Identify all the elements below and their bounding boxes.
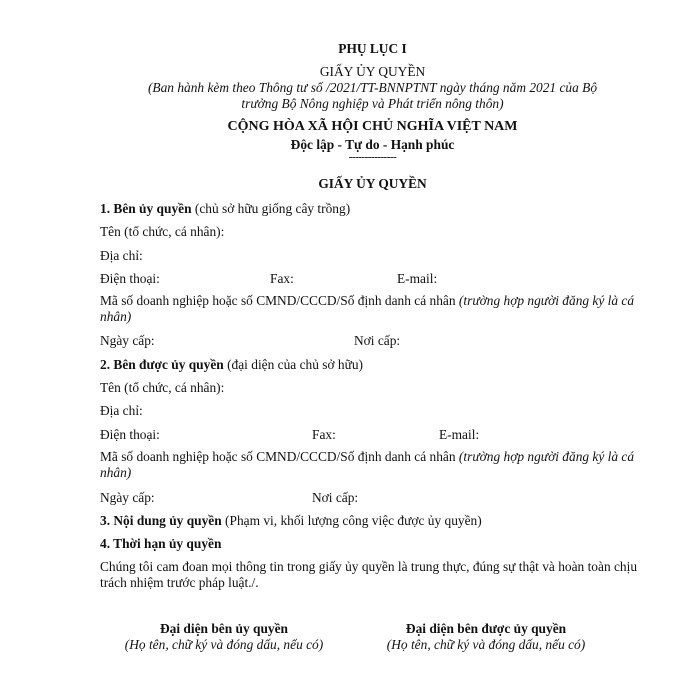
motto: Độc lập - Tự do - Hạnh phúc xyxy=(290,137,455,152)
scope-heading: 3. Nội dung ủy quyền xyxy=(100,513,222,528)
agent-id-note: (trường hợp người đăng ký là cá nhân) xyxy=(100,449,635,480)
agent-address-label: Địa chỉ: xyxy=(100,403,143,418)
principal-section-heading xyxy=(100,201,645,217)
appendix-label: PHỤ LỤC I xyxy=(338,41,407,56)
issued-note-line1: (Ban hành kèm theo Thông tư số /2021/TT-BNNPTNT ngày tháng năm 2021 của Bộ xyxy=(147,80,598,95)
principal-id-label: Mã số doanh nghiệp hoặc số CMND/CCCD/Số định danh cá nhân xyxy=(100,293,456,308)
commitment-text: Chúng tôi cam đoan mọi thông tin trong giấy ủy quyền là trung thực, đúng sự thật và hoàn toàn chịu trách nhiệm trước pháp luật./. xyxy=(100,559,638,590)
scope-section-heading xyxy=(100,513,645,529)
principal-phone-label: Điện thoại: xyxy=(100,271,160,286)
agent-issue-date-label: Ngày cấp: xyxy=(100,490,155,505)
principal-fax-label: Fax: xyxy=(270,271,294,286)
principal-id-note: (trường hợp người đăng ký là cá nhân) xyxy=(100,293,635,324)
principal-id-block xyxy=(100,293,645,325)
principal-email-label: E-mail: xyxy=(397,271,438,286)
agent-issue-place-label: Nơi cấp: xyxy=(312,490,359,505)
principal-address-label: Địa chỉ: xyxy=(100,248,143,263)
principal-issue-date-label: Ngày cấp: xyxy=(100,333,155,348)
right-signature-note: (Họ tên, chữ ký và đóng dấu, nếu có) xyxy=(386,637,586,652)
agent-name-label: Tên (tổ chức, cá nhân): xyxy=(100,380,225,395)
scope-heading-note: (Phạm vi, khối lượng công việc được ủy quyền) xyxy=(221,513,482,528)
agent-fax-label: Fax: xyxy=(312,427,336,442)
agent-email-label: E-mail: xyxy=(439,427,480,442)
term-heading: 4. Thời hạn ủy quyền xyxy=(100,536,222,551)
principal-heading-note: (chủ sở hữu giống cây trồng) xyxy=(191,201,351,216)
agent-heading: 2. Bên được ủy quyền xyxy=(100,357,224,372)
principal-name-label: Tên (tổ chức, cá nhân): xyxy=(100,224,225,239)
agent-heading-note: (đại diện của chủ sở hữu) xyxy=(223,357,364,372)
right-signature-title: Đại diện bên được ủy quyền xyxy=(405,621,567,636)
form-name: GIẤY ỦY QUYỀN xyxy=(319,64,426,79)
agent-section-heading xyxy=(100,357,645,373)
agent-phone-label: Điện thoại: xyxy=(100,427,160,442)
agent-id-label: Mã số doanh nghiệp hoặc số CMND/CCCD/Số định danh cá nhân xyxy=(100,449,456,464)
principal-heading: 1. Bên ủy quyền xyxy=(100,201,192,216)
left-signature-note: (Họ tên, chữ ký và đóng dấu, nếu có) xyxy=(124,637,324,652)
principal-issue-place-label: Nơi cấp: xyxy=(354,333,401,348)
nation-name: CỘNG HÒA XÃ HỘI CHỦ NGHĨA VIỆT NAM xyxy=(227,119,518,134)
separator-line: --------------- xyxy=(348,151,397,163)
agent-id-block xyxy=(100,449,645,481)
left-signature-title: Đại diện bên ủy quyền xyxy=(160,621,288,636)
document-title: GIẤY ỦY QUYỀN xyxy=(318,176,427,191)
issued-note-line2: trưởng Bộ Nông nghiệp và Phát triển nông thôn) xyxy=(241,96,504,111)
